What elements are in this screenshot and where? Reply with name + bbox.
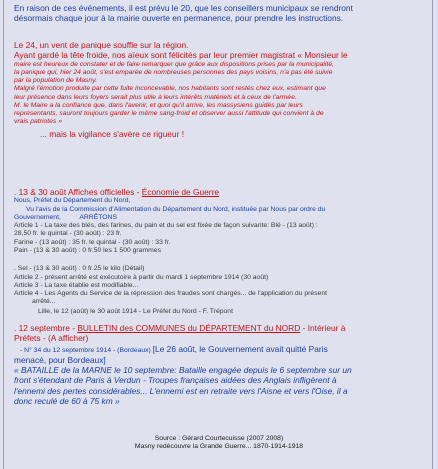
- panic-line: la panique qui, hier 24 août, s'est emparée de nombreuses personnes des pays voisins, n'a pas été suivie: [14, 68, 333, 76]
- bulletin-line: Préfets - (A afficher): [14, 333, 89, 344]
- panic-line: Ayant gardé la tête froide, nos aïeux sont félicités par leur premier magistrat « Monsieur le: [14, 50, 348, 61]
- bulletin-section: . 12 septembre - BULLETIN des COMMUNES du DÉPARTEMENT du NORD - Intérieur à Préfets - (A afficher) - N° 34 du 12 septembre 1914 - (Bordeaux) [Le 26 août, le Gouvernement avait quitté Paris menacé, pour Bordeaux] « BATAILLE de la MARNE le 10 septembre: Bataille engagée depuis le 6 septembre sur un front s'étendant de Paris à Verdun - Troupes françaises aidées des Anglais infligèrent à l'ennemi des pertes considérables... L'ennemi est en retraite vers l'Aisne et vers l'Oise, il a donc reculé de 60 à 75 km »: [14, 323, 424, 406]
- decree-line: 28,50 fr. le quintal - (30 août) : 23 fr.: [14, 230, 122, 238]
- vigilance-line: ... mais la vigilance s'avère ce rigueur !: [40, 128, 185, 139]
- panic-line: maire est heureux de constater et de faire remarquer que grâce aux dispositions prises par la municipalité,: [14, 60, 334, 68]
- decree-line: Article 4 - Les Agents du Service de la répression des fraudes sont chargés... de l'application du présent: [14, 290, 328, 298]
- affiches-date: . 13 & 30 août: [14, 187, 67, 197]
- intro-line: désormais chaque jour à la mairie ouverte en permanence, pour prendre les instructions.: [14, 13, 344, 24]
- panic-section: [14, 40, 424, 139]
- bulletin-ref-note: [Le 26 août, le Gouvernement avait quitté Paris: [152, 343, 328, 354]
- decree-line: . Sel - (13 & 30 août) : 0 fr.25 le kilo (Détail): [14, 265, 145, 273]
- decree-line: Article 3 - La taxe établie est modifiable...: [14, 281, 139, 289]
- bulletin-date: . 12 septembre: [14, 323, 70, 333]
- marne-line: donc reculé de 60 à 75 km »: [14, 395, 120, 406]
- decree-line: Article 1 - La taxe des blés, des farines, du pain et du sel est fixée de façon suivante: Blé - (13 août) :: [14, 222, 318, 230]
- marne-line: l'ennemi des pertes considérables... L'ennemi est en retraite vers l'Aisne et vers l'Oise, il a: [14, 385, 348, 396]
- decree-signature: Lille, le 12 (août) le 30 août 1914 - Le Préfet du Nord - F. Trépont: [38, 307, 233, 315]
- affiches-title: Affiches officielles -: [68, 187, 140, 197]
- panic-heading: Le 24, un vent de panique souffle sur la région.: [14, 40, 189, 50]
- source-line: Masny redécouvre la Grande Guerre... 1870-1914-1918: [134, 443, 304, 451]
- panic-line: représentants, sauront toujours garder le même sang-froid et observer aussi l'attitude qui convient à de: [14, 110, 324, 118]
- decree-line: Farine - (13 août) : 35 fr. le quintal - (30 août) : 33 fr.: [14, 238, 171, 246]
- source-block: [14, 435, 424, 452]
- decree-line: Article 2 - présent arrêté est exécutoire à partir du mardi 1 septembre 1914 (30 août): [14, 273, 269, 281]
- decree-line: Vu l'avis de la Commission d'Alimentation du Département du Nord, instituée par Nous par ordre du: [26, 205, 326, 213]
- decree-line: Pain - (13 & 30 août) : 0 fr.50 les 1 500 grammes: [14, 246, 161, 254]
- affiches-subtitle: Économie de Guerre: [141, 187, 220, 197]
- marne-line: front s'étendant de Paris à Verdun - Troupes françaises aidées des Anglais infligèrent à: [14, 375, 337, 386]
- bulletin-title: BULLETIN des COMMUNES du DÉPARTEMENT du NORD: [77, 323, 301, 333]
- bulletin-ref-note: menacé, pour Bordeaux]: [14, 354, 106, 365]
- decree-line: arrêté...: [32, 298, 56, 306]
- panic-line: par la population de Masny.: [14, 77, 97, 85]
- decree-line: Gouvernement, ARRÊTONS: [14, 213, 117, 221]
- source-line: Source : Gérard Courtecuisse (2007 2008): [154, 435, 284, 442]
- marne-line: « BATAILLE de la MARNE le 10 septembre: Bataille engagée depuis le 6 septembre sur un: [14, 365, 352, 376]
- decree-line: Nous, Préfet du Département du Nord,: [14, 197, 131, 205]
- panic-line: Malgré l'émotion produite par cette fuite inconcevable, nos habitants sont restés chez eux, estimant que: [14, 85, 326, 93]
- panic-line: vrais patriotes »: [14, 118, 62, 126]
- bulletin-suffix: - Intérieur à: [302, 323, 346, 333]
- panic-line: M. le Maire a la confiance que, dans l'avenir, et quoi qu'il arrive, les massysiens guidés par leurs: [14, 101, 303, 109]
- intro-line: En raison de ces événements, il est prévu le 20, que les conseillers municipaux se rendront: [14, 3, 353, 13]
- affiches-section: [14, 187, 424, 316]
- bulletin-ref: - N° 34 du 12 septembre 1914 - (Bordeaux): [20, 346, 151, 354]
- panic-line: leur présence dans leurs foyers serait plus utile à leurs intérêts matériels et à ceux de l'armée.: [14, 93, 297, 101]
- intro-paragraph: [14, 3, 424, 24]
